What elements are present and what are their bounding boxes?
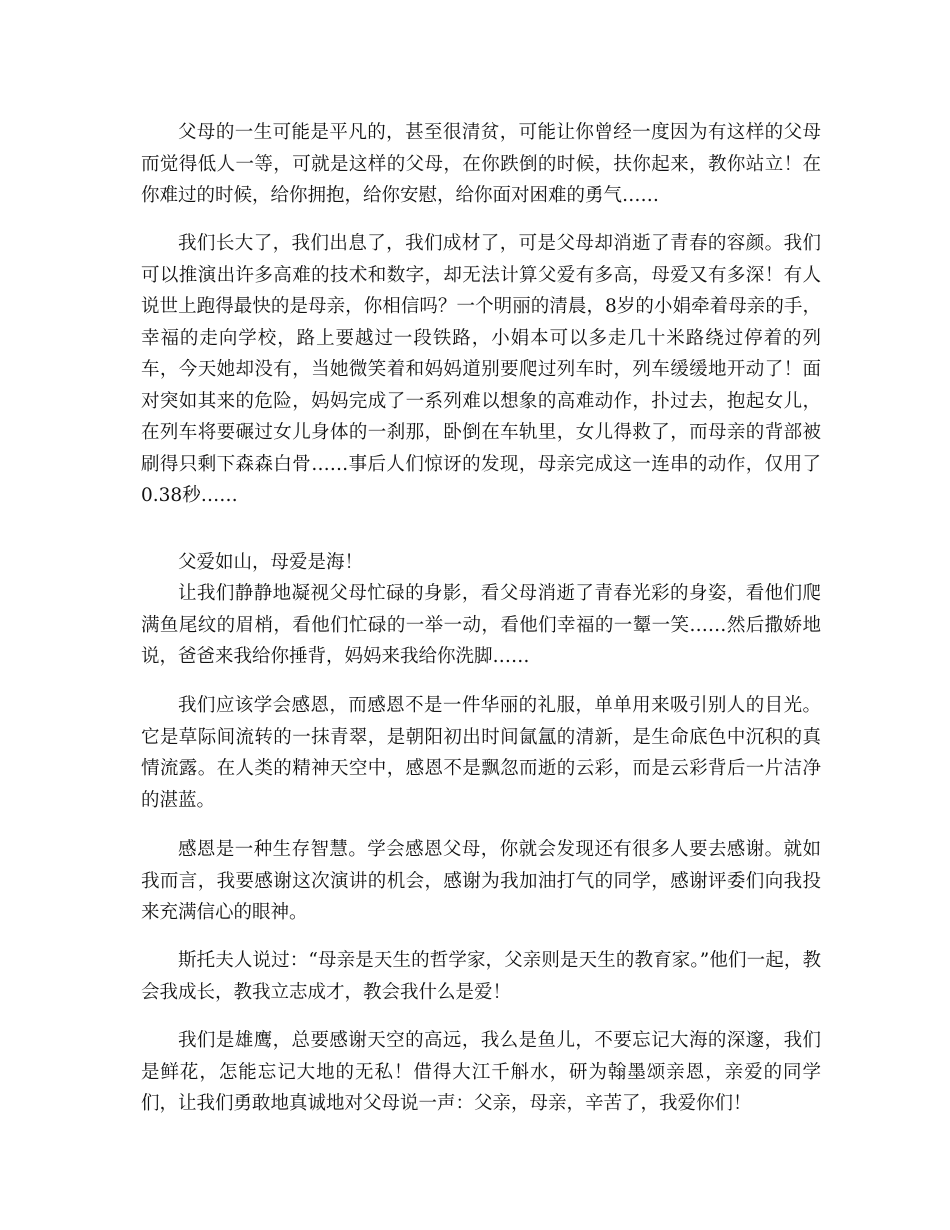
paragraph: 我们应该学会感恩，而感恩不是一件华丽的礼服，单单用来吸引别人的目光。它是草际间流转的一抹青翠，是朝阳初出时间氤氲的清新，是生命底色中沉积的真情流露。在人类的精神天空中，感恩不是飘忽而逝的云彩，而是云彩背后一片洁净的湛蓝。	[141, 695, 821, 811]
paragraph: 我们是雄鹰，总要感谢天空的高远，我么是鱼儿，不要忘记大海的深邃，我们是鲜花，怎能忘记大地的无私！借得大江千斛水，研为翰墨颂亲恩，亲爱的同学们，让我们勇敢地真诚地对父母说一声：父亲，母亲，辛苦了，我爱你们！	[141, 1030, 821, 1114]
paragraph: 让我们静静地凝视父母忙碌的身影，看父母消逝了青春光彩的身姿，看他们爬满鱼尾纹的眉梢，看他们忙碌的一举一动，看他们幸福的一颦一笑……然后撒娇地说，爸爸来我给你捶背，妈妈来我给你洗脚……	[141, 583, 821, 667]
paragraph: 斯托夫人说过：“母亲是天生的哲学家，父亲则是天生的教育家。”他们一起，教会我成长，教我立志成才，教会我什么是爱！	[141, 950, 821, 1003]
paragraph: 父母的一生可能是平凡的，甚至很清贫，可能让你曾经一度因为有这样的父母而觉得低人一等，可就是这样的父母，在你跌倒的时候，扶你起来，教你站立！在你难过的时候，给你拥抱，给你安慰，给你面对困难的勇气……	[141, 122, 821, 206]
paragraph: 感恩是一种生存智慧。学会感恩父母，你就会发现还有很多人要去感谢。就如我而言，我要感谢这次演讲的机会，感谢为我加油打气的同学，感谢评委们向我投来充满信心的眼神。	[141, 839, 821, 923]
paragraph: 父爱如山，母爱是海！	[178, 552, 364, 573]
paragraph: 我们长大了，我们出息了，我们成材了，可是父母却消逝了青春的容颜。我们可以推演出许多高难的技术和数字，却无法计算父爱有多高，母爱又有多深！有人说世上跑得最快的是母亲，你相信吗？一个明丽的清晨，8岁的小娟牵着母亲的手，幸福的走向学校，路上要越过一段铁路，小娟本可以多走几十米路绕过停着的列车，今天她却没有，当她微笑着和妈妈道别要爬过列车时，列车缓缓地开动了！面对突如其来的危险，妈妈完成了一系列难以想象的高难动作，扑过去，抱起女儿，在列车将要碾过女儿身体的一刹那，卧倒在车轨里，女儿得救了，而母亲的背部被刷得只剩下森森白骨……事后人们惊讶的发现，母亲完成这一连串的动作，仅用了0.38秒……	[141, 233, 821, 506]
